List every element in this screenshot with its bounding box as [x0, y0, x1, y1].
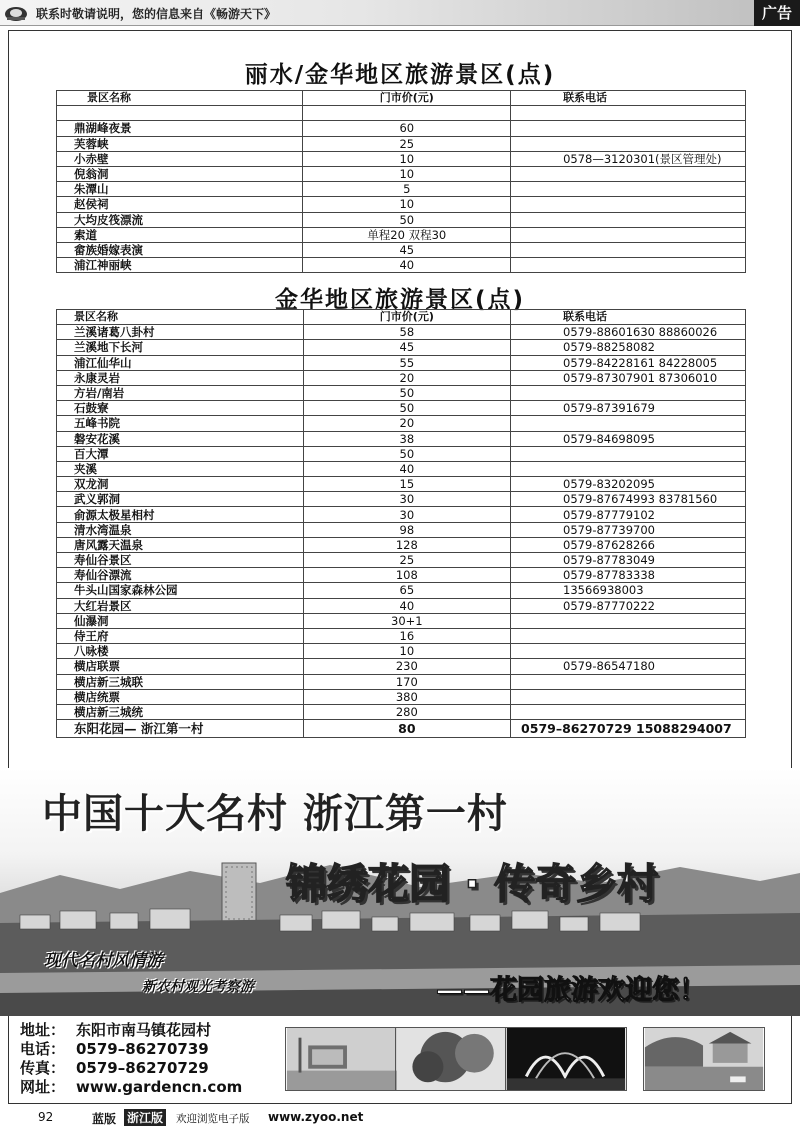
tel-cell	[511, 136, 746, 151]
slogan-garden: 锦绣花园 · 传奇乡村	[286, 860, 659, 908]
table-row	[57, 151, 746, 166]
contact-address	[20, 1019, 280, 1040]
price-cell: 5	[303, 182, 511, 197]
scenic-name-cell: 夹溪	[57, 461, 304, 476]
tel-cell	[511, 613, 746, 628]
table-row	[57, 689, 746, 704]
table-row	[57, 598, 746, 613]
scenic-name-cell: 东阳花园— 浙江第一村	[57, 720, 304, 738]
price-cell: 50	[303, 446, 510, 461]
scenic-name-cell: 五峰书院	[57, 416, 304, 431]
table-header-row	[57, 91, 746, 106]
photo-lake-pavilion	[643, 1027, 765, 1091]
tel-cell	[511, 242, 746, 257]
footer-url[interactable]: www.zyoo.net	[268, 1110, 364, 1124]
tel-cell	[511, 628, 746, 643]
price-cell: 280	[303, 704, 510, 719]
scenic-name-cell: 清水湾温泉	[57, 522, 304, 537]
col-tel-header: 联系电话	[511, 310, 746, 325]
price-cell: 30	[303, 507, 510, 522]
edition-box: 浙江版	[124, 1109, 166, 1126]
spacer-row	[57, 106, 746, 121]
scenic-name-cell: 赵侯祠	[57, 197, 303, 212]
scenic-name-cell: 朱潭山	[57, 182, 303, 197]
edition-label: 蓝版	[92, 1112, 117, 1126]
scenic-name-cell: 大红岩景区	[57, 598, 304, 613]
table-row	[57, 121, 746, 136]
table-row	[57, 461, 746, 476]
garden-village-advert	[0, 768, 800, 1016]
price-cell: 80	[303, 720, 510, 738]
page-number: 92	[38, 1110, 54, 1124]
table-row	[57, 568, 746, 583]
scenic-name-cell: 寿仙谷景区	[57, 553, 304, 568]
tel-cell: 0579-84228161 84228005	[511, 355, 746, 370]
photo-garden-trees	[395, 1027, 517, 1091]
table-row	[57, 674, 746, 689]
address-label: 地址：	[20, 1021, 66, 1039]
slogan-main: 中国十大名村 浙江第一村	[42, 791, 508, 837]
price-cell: 10	[303, 151, 511, 166]
table-row	[57, 385, 746, 400]
footer-welcome: 欢迎浏览电子版	[176, 1113, 250, 1125]
table-row	[57, 583, 746, 598]
price-cell: 65	[303, 583, 510, 598]
tel-cell: 0579-87770222	[511, 598, 746, 613]
price-cell: 40	[303, 598, 510, 613]
price-cell: 16	[303, 628, 510, 643]
table-row	[57, 340, 746, 355]
tel-cell: 0578—3120301(景区管理处)	[511, 151, 746, 166]
price-cell: 50	[303, 385, 510, 400]
tel-cell: 0579-87391679	[511, 401, 746, 416]
price-cell: 50	[303, 212, 511, 227]
table-row	[57, 166, 746, 181]
scenic-name-cell: 武义郭洞	[57, 492, 304, 507]
price-cell: 38	[303, 431, 510, 446]
phone-label: 电话：	[20, 1040, 66, 1058]
photo-square-stage	[285, 1027, 407, 1091]
table-row	[57, 628, 746, 643]
lishui-table	[56, 90, 746, 273]
scenic-name-cell: 双龙洞	[57, 477, 304, 492]
tel-cell	[511, 704, 746, 719]
col-tel-header: 联系电话	[511, 91, 746, 106]
scenic-name-cell: 横店新三城统	[57, 704, 304, 719]
price-cell: 40	[303, 461, 510, 476]
price-cell: 230	[303, 659, 510, 674]
jinhua-table	[56, 309, 746, 738]
price-cell: 40	[303, 258, 511, 273]
table-row	[57, 613, 746, 628]
tel-cell	[511, 182, 746, 197]
scenic-name-cell: 侍王府	[57, 628, 304, 643]
price-cell: 50	[303, 401, 510, 416]
scenic-name-cell: 浦江仙华山	[57, 355, 304, 370]
tel-cell: 0579-87779102	[511, 507, 746, 522]
table-row	[57, 477, 746, 492]
price-cell: 25	[303, 553, 510, 568]
scenic-name-cell: 兰溪诸葛八卦村	[57, 325, 304, 340]
scenic-name-cell: 寿仙谷漂流	[57, 568, 304, 583]
tel-cell	[511, 166, 746, 181]
tagline-2: 新农村观光考察游	[142, 979, 254, 995]
tel-cell: 0579-87307901 87306010	[511, 370, 746, 385]
price-cell: 20	[303, 416, 510, 431]
table-row	[57, 258, 746, 273]
scenic-name-cell: 大均皮筏漂流	[57, 212, 303, 227]
phone-value: 0579–86270739	[76, 1040, 209, 1058]
col-price-header: 门市价(元)	[303, 310, 510, 325]
tel-cell	[511, 212, 746, 227]
scenic-name-cell: 石鼓寮	[57, 401, 304, 416]
table-row	[57, 553, 746, 568]
tel-cell: 13566938003	[511, 583, 746, 598]
table-row	[57, 720, 746, 738]
tel-cell: 0579-83202095	[511, 477, 746, 492]
jinhua-title: 金华地区旅游景区(点)	[274, 287, 526, 313]
tel-cell	[511, 258, 746, 273]
scenic-name-cell: 唐风露天温泉	[57, 537, 304, 552]
table-row	[57, 136, 746, 151]
price-cell: 98	[303, 522, 510, 537]
table-row	[57, 182, 746, 197]
scenic-name-cell: 方岩/南岩	[57, 385, 304, 400]
price-cell: 108	[303, 568, 510, 583]
price-cell: 170	[303, 674, 510, 689]
tel-cell: 0579-84698095	[511, 431, 746, 446]
price-cell: 25	[303, 136, 511, 151]
table-row	[57, 212, 746, 227]
table-row	[57, 659, 746, 674]
price-cell: 30+1	[303, 613, 510, 628]
tel-cell: 0579-87674993 83781560	[511, 492, 746, 507]
scenic-name-cell: 索道	[57, 227, 303, 242]
web-label: 网址：	[20, 1078, 66, 1096]
tel-cell	[511, 446, 746, 461]
tel-cell: 0579-87783049	[511, 553, 746, 568]
table-row	[57, 355, 746, 370]
col-name-header: 景区名称	[57, 310, 304, 325]
tel-cell	[511, 644, 746, 659]
tel-cell: 0579-88258082	[511, 340, 746, 355]
table-row	[57, 537, 746, 552]
tel-cell: 0579-87783338	[511, 568, 746, 583]
page-footer	[0, 1108, 370, 1127]
tel-cell	[511, 385, 746, 400]
scenic-name-cell: 横店新三城联	[57, 674, 304, 689]
scenic-name-cell: 百大潭	[57, 446, 304, 461]
price-cell: 55	[303, 355, 510, 370]
table-row	[57, 242, 746, 257]
price-cell: 380	[303, 689, 510, 704]
fax-value: 0579–86270729	[76, 1059, 209, 1077]
price-cell: 单程20 双程30	[303, 227, 511, 242]
tel-cell	[511, 689, 746, 704]
tel-cell: 0579-88601630 88860026	[511, 325, 746, 340]
contact-fax	[20, 1057, 280, 1078]
photo-night-fountain	[505, 1027, 627, 1091]
price-cell: 15	[303, 477, 510, 492]
scenic-name-cell: 永康灵岩	[57, 370, 304, 385]
scenic-name-cell: 芙蓉峡	[57, 136, 303, 151]
lishui-title: 丽水/金华地区旅游景区(点)	[244, 62, 556, 88]
price-cell: 30	[303, 492, 510, 507]
price-cell: 45	[303, 340, 510, 355]
tel-cell	[511, 197, 746, 212]
scenic-name-cell: 俞源太极星相村	[57, 507, 304, 522]
col-name-header: 景区名称	[57, 91, 303, 106]
scenic-name-cell: 八咏楼	[57, 644, 304, 659]
magazine-logo-icon	[4, 3, 28, 23]
table-row	[57, 416, 746, 431]
scenic-name-cell: 鼎湖峰夜景	[57, 121, 303, 136]
table-row	[57, 401, 746, 416]
scenic-name-cell: 磐安花溪	[57, 431, 304, 446]
address-value: 东阳市南马镇花园村	[76, 1021, 212, 1039]
table-row	[57, 197, 746, 212]
tel-cell: 0579-87739700	[511, 522, 746, 537]
tel-cell	[511, 416, 746, 431]
tel-cell: 0579-86547180	[511, 659, 746, 674]
tel-cell	[511, 121, 746, 136]
table-row	[57, 522, 746, 537]
table-row	[57, 370, 746, 385]
price-cell: 45	[303, 242, 511, 257]
scenic-name-cell: 小赤壁	[57, 151, 303, 166]
table-row	[57, 431, 746, 446]
welcome-slogan: ——花园旅游欢迎您！	[436, 975, 706, 1006]
table-header-row	[57, 310, 746, 325]
tagline-1: 现代名村风情游	[44, 951, 163, 971]
source-notice: 联系时敬请说明，您的信息来自《畅游天下》	[36, 7, 277, 21]
scenic-name-cell: 畲族婚嫁表演	[57, 242, 303, 257]
table-row	[57, 446, 746, 461]
contact-web	[20, 1076, 280, 1097]
fax-label: 传真：	[20, 1059, 66, 1077]
price-cell: 10	[303, 166, 511, 181]
table-row	[57, 227, 746, 242]
tel-cell	[511, 227, 746, 242]
scenic-name-cell: 倪翁洞	[57, 166, 303, 181]
price-cell: 128	[303, 537, 510, 552]
table-row	[57, 507, 746, 522]
col-price-header: 门市价(元)	[303, 91, 511, 106]
ad-label: 广告	[754, 0, 800, 26]
contact-phone	[20, 1038, 280, 1059]
table-row	[57, 644, 746, 659]
price-cell: 58	[303, 325, 510, 340]
table-row	[57, 325, 746, 340]
tel-cell: 0579–86270729 15088294007	[511, 720, 746, 738]
scenic-name-cell: 浦江神丽峡	[57, 258, 303, 273]
tel-cell: 0579-87628266	[511, 537, 746, 552]
scenic-name-cell: 横店统票	[57, 689, 304, 704]
header-bar	[0, 0, 800, 26]
price-cell: 60	[303, 121, 511, 136]
price-cell: 20	[303, 370, 510, 385]
price-cell: 10	[303, 644, 510, 659]
price-cell: 10	[303, 197, 511, 212]
scenic-name-cell: 兰溪地下长河	[57, 340, 304, 355]
web-value: www.gardencn.com	[76, 1078, 243, 1096]
tel-cell	[511, 674, 746, 689]
scenic-name-cell: 仙瀑洞	[57, 613, 304, 628]
scenic-name-cell: 横店联票	[57, 659, 304, 674]
scenic-name-cell: 牛头山国家森林公园	[57, 583, 304, 598]
tel-cell	[511, 461, 746, 476]
table-row	[57, 704, 746, 719]
table-row	[57, 492, 746, 507]
